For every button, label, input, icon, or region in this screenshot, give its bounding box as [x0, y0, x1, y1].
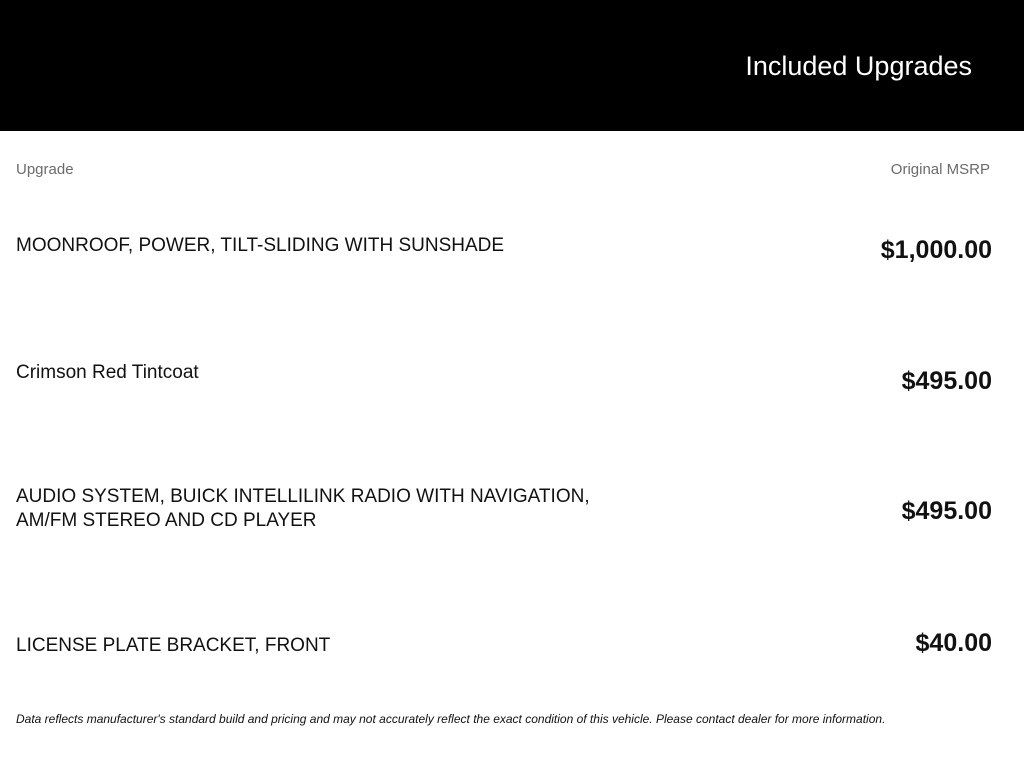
upgrade-name: AUDIO SYSTEM, BUICK INTELLILINK RADIO WITH NAVIGATION, AM/FM STEREO AND CD PLAYER [16, 486, 590, 531]
upgrade-price: $495.00 [901, 367, 992, 395]
upgrade-price: $495.00 [901, 497, 992, 525]
column-header-msrp: Original MSRP [890, 161, 990, 178]
column-header-upgrade: Upgrade [16, 161, 74, 178]
page-title: Included Upgrades [745, 51, 972, 81]
upgrade-price: $40.00 [915, 629, 992, 657]
upgrade-name: Crimson Red Tintcoat [16, 362, 199, 383]
disclaimer-text: Data reflects manufacturer's standard build and pricing and may not accurately reflect the exact condition of this vehicle. Please contact dealer for more information. [16, 712, 886, 726]
upgrade-name: LICENSE PLATE BRACKET, FRONT [16, 635, 331, 656]
upgrade-price: $1,000.00 [880, 236, 992, 264]
upgrade-name: MOONROOF, POWER, TILT-SLIDING WITH SUNSHADE [16, 235, 505, 256]
header-bar [0, 0, 1024, 131]
